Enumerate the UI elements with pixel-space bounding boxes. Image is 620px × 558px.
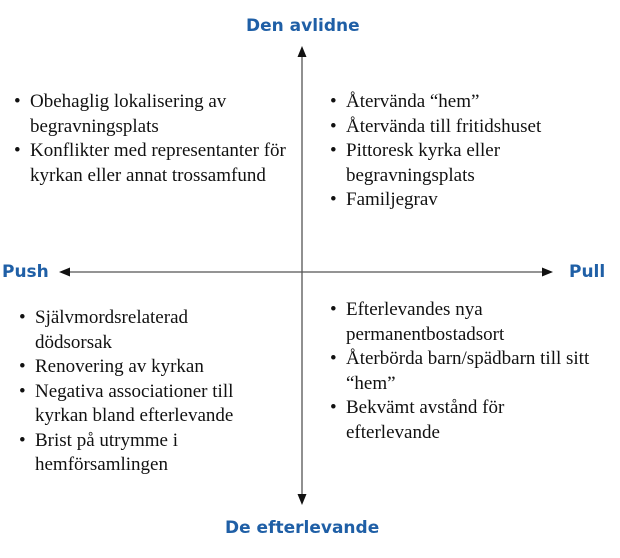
list-item: • Bekvämt avstånd för efterlevande: [330, 396, 546, 445]
list-item: • Brist på utrymme i hemförsamlingen: [19, 429, 225, 478]
axis-label-bottom: De efterlevande: [225, 518, 380, 538]
arrow-up-icon: [298, 46, 307, 57]
list-item: • Efterlevandes nya permanentbostadsort: [330, 298, 546, 347]
arrow-right-icon: [542, 268, 553, 277]
list-item: • Familjegrav: [330, 188, 615, 213]
list-item: • Återvända till fritidshuset: [330, 115, 615, 140]
axis-label-left: Push: [2, 262, 49, 282]
quadrant-bottom-right-list: [330, 298, 618, 445]
list-item: • Självmordsrelaterad dödsorsak: [19, 306, 225, 355]
quadrant-top-left-list: [14, 90, 304, 188]
list-item: • Återvända “hem”: [330, 90, 615, 115]
quadrant-bottom-left-list: [19, 306, 304, 478]
axis-label-top: Den avlidne: [246, 16, 360, 36]
list-item: • Konflikter med representanter för kyrkan eller annat trossamfund: [14, 139, 304, 188]
list-item: • Obehaglig lokalisering av begravningsplats: [14, 90, 304, 139]
list-item: • Renovering av kyrkan: [19, 355, 304, 380]
arrow-down-icon: [298, 494, 307, 505]
list-item: • Pittoresk kyrka eller begravningsplats: [330, 139, 556, 188]
quadrant-top-right-list: [330, 90, 615, 213]
axis-label-right: Pull: [569, 262, 606, 282]
list-item: • Återbörda barn/spädbarn till sitt “hem”: [330, 347, 618, 396]
arrow-left-icon: [59, 268, 70, 277]
list-item: • Negativa associationer till kyrkan bland efterlevande: [19, 380, 285, 429]
